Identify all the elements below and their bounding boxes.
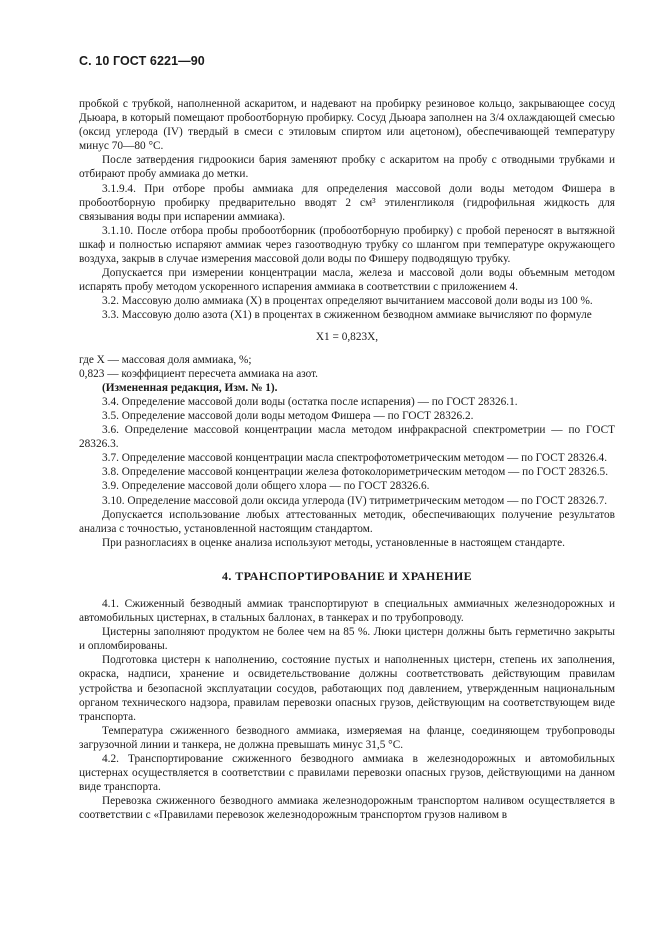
paragraph: 3.5. Определение массовой доли воды методом Фишера — по ГОСТ 28326.2. [102,409,474,422]
paragraph: 3.8. Определение массовой концентрации железа фотоколориметрическим методом — по ГОСТ 28326.5. [102,466,609,479]
paragraph: 4.1. Сжиженный безводный аммиак транспортируют в специальных аммиачных железнодорожных и автомобильных цистернах, в стальных баллонах, в танкерах и по трубопроводу. [79,598,615,625]
page-header: С. 10 ГОСТ 6221—90 [79,54,205,68]
paragraph: 3.1.9.4. При отборе пробы аммиака для определения массовой доли воды методом Фишера в пробоотборную пробирку предварительно вводят 2 см³ этиленгликоля (гидрофильная жидкость для связывания воды при испарении аммиака). [79,182,615,223]
paragraph: 3.3. Массовую долю азота (X1) в процентах в сжиженном безводном аммиаке вычисляют по формуле [102,309,592,322]
document-page [79,54,615,823]
body-text [79,97,615,823]
formula: X1 = 0,823X, [315,330,379,343]
paragraph: Допускается при измерении концентрации масла, железа и массовой доли воды объемным методом испарять пробу методом ускоренного испарения аммиака в соответствии с приложением 4. [79,267,615,294]
paragraph: 4.2. Транспортирование сжиженного безводного аммиака в железнодорожных и автомобильных цистернах осуществляется в соответствии с правилами перевозки опасных грузов, действующими на данном виде транспорта. [79,753,615,794]
paragraph: Температура сжиженного безводного аммиака, измеряемая на фланце, соединяющем трубопроводы загрузочной линии и танкера, не должна превышать минус 31,5 °С. [79,724,615,751]
where-line: где X — массовая доля аммиака, %; [79,353,252,366]
paragraph: 3.6. Определение массовой концентрации масла методом инфракрасной спектрометрии — по ГОСТ 28326.3. [79,424,615,451]
paragraph: После затвердения гидроокиси бария заменяют пробку с аскаритом на пробу с отводными трубками и отбирают пробу аммиака до метки. [79,154,615,181]
where-line: 0,823 — коэффициент пересчета аммиака на азот. [79,367,319,380]
paragraph: Цистерны заполняют продуктом не более чем на 85 %. Люки цистерн должны быть герметично закрыты и опломбированы. [79,626,615,653]
paragraph: Перевозка сжиженного безводного аммиака железнодорожным транспортом наливом осуществляется в соответствии с «Правилами перевозок железнодорожным транспортом грузов наливом в [79,795,615,822]
revision-note: (Измененная редакция, Изм. № 1). [102,381,278,394]
section-title: 4. ТРАНСПОРТИРОВАНИЕ И ХРАНЕНИЕ [222,568,472,583]
paragraph: 3.7. Определение массовой концентрации масла спектрофотометрическим методом — по ГОСТ 28326.4. [102,452,608,465]
paragraph: При разногласиях в оценке анализа используют методы, установленные в настоящем стандарте. [102,536,565,549]
paragraph: Подготовка цистерн к наполнению, состояние пустых и наполненных цистерн, степень их заполнения, окраска, надписи, хранение и освидетельствование должны соответствовать действующим правилам устройства и безопасной эксплуатации сосудов, работающих под давлением, утвержденным национальным органом технического надзора, правилам перевозки опасных грузов, действующим на соответствующем виде транспорта. [79,654,615,723]
paragraph: пробкой с трубкой, наполненной аскаритом, и надевают на пробирку резиновое кольцо, закрывающее сосуд Дьюара, в который помещают пробоотборную пробирку. Сосуд Дьюара заполнен на 3/4 охлаждающей смесью (оксид углерода (IV) твердый в смеси с этиловым спиртом или ацетоном), обеспечивающей температуру минус 70—80 °С. [79,98,615,153]
paragraph: 3.1.10. После отбора пробы пробоотборник (пробоотборную пробирку) с пробой переносят в вытяжной шкаф и полностью испаряют аммиак через газоотводную трубку со шлангом при температуре окружающего воздуха, закрыв в случае измерения массовой доли воды по Фишеру подводящую трубку. [79,224,615,266]
paragraph: 3.4. Определение массовой доли воды (остатка после испарения) — по ГОСТ 28326.1. [102,395,518,408]
paragraph: Допускается использование любых аттестованных методик, обеспечивающих получение результатов анализа с точностью, установленной настоящим стандартом. [79,508,615,535]
paragraph: 3.9. Определение массовой доли общего хлора — по ГОСТ 28326.6. [102,480,430,493]
paragraph: 3.2. Массовую долю аммиака (X) в процентах определяют вычитанием массовой доли воды из 100 %. [102,295,593,308]
paragraph: 3.10. Определение массовой доли оксида углерода (IV) титриметрическим методом — по ГОСТ 28326.7. [102,494,608,507]
